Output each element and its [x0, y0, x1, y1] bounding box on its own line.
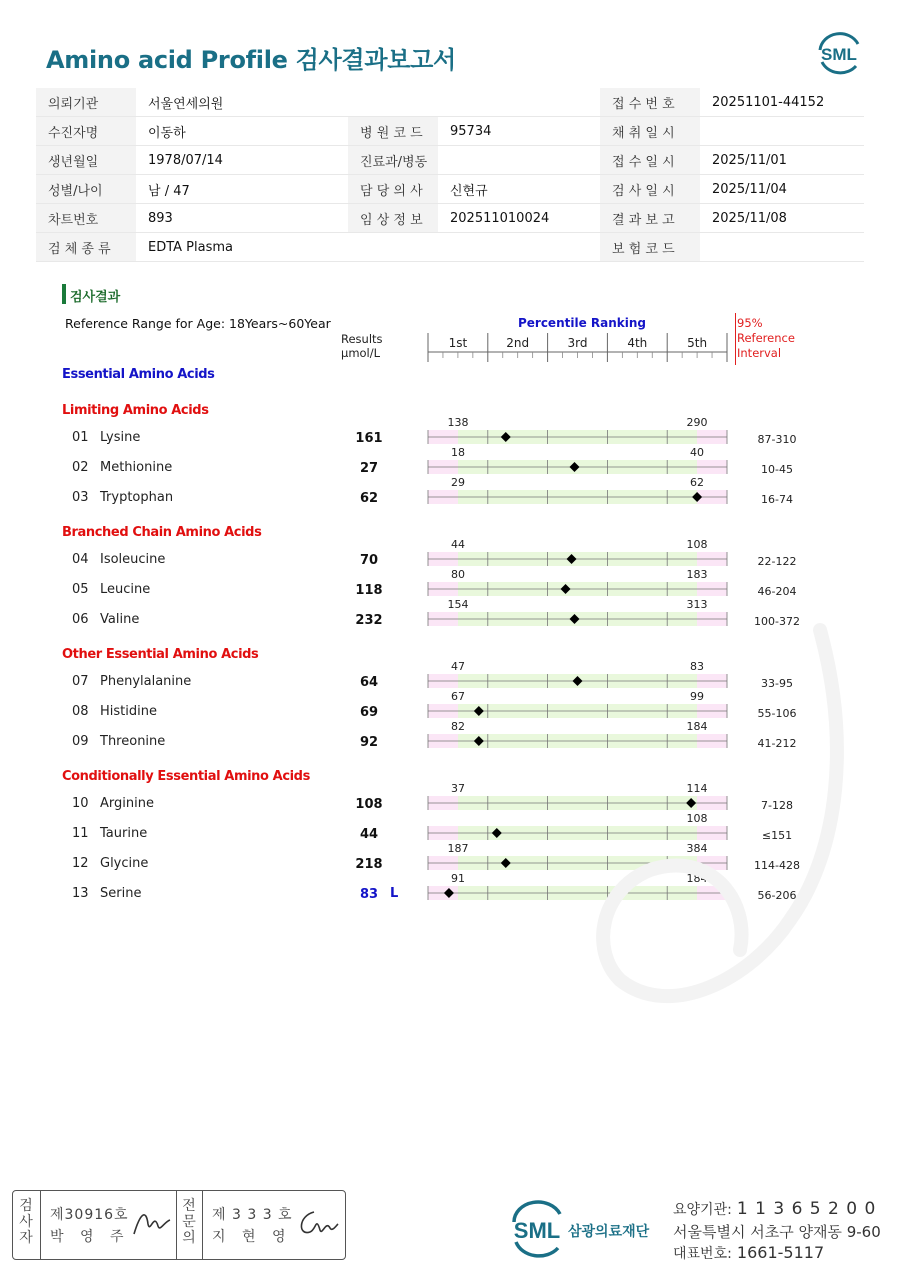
low-cutoff-label: 80 — [451, 568, 465, 581]
specialist-signature-icon — [294, 1206, 340, 1240]
reference-interval: 46-204 — [757, 585, 797, 598]
percentile-label: 2nd — [506, 336, 530, 350]
patient-name-value: 이동하 — [136, 117, 348, 146]
amino-acid-name: Serine — [100, 886, 142, 901]
specialist-label — [181, 1198, 197, 1246]
amino-acid-name: Leucine — [100, 582, 151, 597]
collection-date-label: 채 취 일 시 — [600, 117, 700, 146]
amino-acid-name: Tryptophan — [100, 490, 174, 505]
percentile-label: 5th — [687, 336, 708, 350]
amino-acid-name: Valine — [100, 612, 140, 627]
amino-acid-number: 07 — [72, 674, 89, 689]
reference-interval: 100-372 — [754, 615, 800, 628]
specimen-label: 검 체 종 류 — [36, 233, 136, 262]
section-title: 검사결과 — [70, 290, 121, 305]
amino-acid-result: 64 — [359, 675, 379, 690]
reference-interval: 114-428 — [754, 859, 800, 872]
receipt-no-value: 20251101-44152 — [700, 88, 864, 117]
amino-acid-name: Glycine — [100, 856, 149, 871]
requesting-institution-label: 의뢰기관 — [36, 88, 136, 117]
sex-age-value: 남 / 47 — [136, 175, 348, 204]
amino-acid-result: 62 — [359, 491, 379, 506]
receipt-date-label: 접 수 일 시 — [600, 146, 700, 175]
results-header-label: Results — [341, 332, 383, 346]
low-cutoff-label: 187 — [447, 842, 469, 855]
high-cutoff-label: 40 — [690, 446, 704, 459]
amino-acid-result: 70 — [359, 553, 379, 568]
low-cutoff-label: 47 — [451, 660, 465, 673]
high-cutoff-label: 99 — [690, 690, 704, 703]
amino-acid-result: 161 — [355, 431, 383, 446]
amino-acid-name: Threonine — [100, 734, 166, 749]
low-cutoff-label: 44 — [451, 538, 465, 551]
percentile-title: Percentile Ranking — [517, 316, 647, 330]
birth-label: 생년월일 — [36, 146, 136, 175]
reference-interval: 22-122 — [757, 555, 797, 568]
high-cutoff-label: 290 — [686, 416, 708, 429]
amino-acid-number: 09 — [72, 734, 89, 749]
specimen-value: EDTA Plasma — [136, 233, 600, 262]
requesting-institution-value: 서울연세의원 — [136, 88, 600, 117]
amino-acid-number: 10 — [72, 796, 89, 811]
institution-code-label: 요양기관: — [673, 1202, 732, 1218]
test-date-value: 2025/11/04 — [700, 175, 864, 204]
amino-acid-result: 44 — [359, 827, 379, 842]
institution-code — [673, 1199, 876, 1219]
clinical-info-value: 202511010024 — [438, 204, 600, 233]
amino-acid-name: Lysine — [100, 430, 141, 445]
reference-interval: 10-45 — [761, 463, 793, 476]
high-cutoff-label: 184 — [686, 872, 708, 885]
amino-acid-result: 218 — [355, 857, 383, 872]
essential-amino-acids-title: Essential Amino Acids — [62, 367, 215, 382]
specialist-no: 제 3 3 3 호 — [212, 1207, 293, 1223]
reference-interval: 56-206 — [757, 889, 797, 902]
logo-text: SML — [821, 45, 857, 64]
amino-acid-result: 108 — [355, 797, 383, 812]
amino-acid-number: 05 — [72, 582, 89, 597]
amino-acid-name: Methionine — [100, 460, 173, 475]
reference-interval: 41-212 — [757, 737, 797, 750]
amino-acid-number: 04 — [72, 552, 89, 567]
amino-acid-result: 69 — [359, 705, 379, 720]
low-cutoff-label: 29 — [451, 476, 465, 489]
report-date-value: 2025/11/08 — [700, 204, 864, 233]
amino-acid-result: 92 — [359, 735, 379, 750]
low-cutoff-label: 138 — [447, 416, 469, 429]
patient-name-label: 수진자명 — [36, 117, 136, 146]
low-cutoff-label: 67 — [451, 690, 465, 703]
high-cutoff-label: 384 — [686, 842, 708, 855]
footer-logo-text: SML — [513, 1218, 561, 1243]
phone — [673, 1243, 824, 1263]
percentile-label: 1st — [448, 336, 468, 350]
foundation-name: 삼광의료재단 — [568, 1224, 650, 1240]
phone-value: 1661-5117 — [736, 1243, 825, 1262]
watermark-icon — [590, 620, 850, 1040]
test-date-label: 검 사 일 시 — [600, 175, 700, 204]
clinical-info-label: 임 상 정 보 — [348, 204, 438, 233]
amino-acid-name: Isoleucine — [100, 552, 166, 567]
percentile-label: 4th — [627, 336, 648, 350]
ri-header-2: Reference — [737, 331, 795, 345]
reference-interval: 7-128 — [761, 799, 793, 812]
low-cutoff-label: 18 — [451, 446, 465, 459]
category-title: Conditionally Essential Amino Acids — [62, 769, 310, 784]
tester-label-text: 검사자 — [19, 1198, 33, 1246]
amino-acid-name: Arginine — [100, 796, 154, 811]
tester-name: 박 영 주 — [50, 1229, 130, 1245]
ri-header-1: 95% — [737, 316, 763, 330]
amino-acid-name: Phenylalanine — [100, 674, 192, 689]
receipt-date-value: 2025/11/01 — [700, 146, 864, 175]
page-title: Amino acid Profile 검사결과보고서 — [46, 46, 456, 74]
high-cutoff-label: 108 — [686, 812, 708, 825]
high-cutoff-label: 184 — [686, 720, 708, 733]
phone-label: 대표번호: — [673, 1246, 732, 1262]
ri-header-3: Interval — [737, 346, 782, 360]
amino-acid-number: 02 — [72, 460, 89, 475]
address: 서울특별시 서초구 양재동 9-60 — [673, 1223, 881, 1241]
reference-interval: 16-74 — [761, 493, 793, 506]
reference-age: Reference Range for Age: 18Years~60Year — [65, 316, 331, 331]
insurance-code-label: 보 험 코 드 — [600, 233, 700, 262]
low-cutoff-label: 82 — [451, 720, 465, 733]
amino-acid-number: 01 — [72, 430, 89, 445]
amino-acid-name: Taurine — [100, 826, 148, 841]
amino-acid-number: 11 — [72, 826, 89, 841]
category-title: Other Essential Amino Acids — [62, 647, 259, 662]
birth-value: 1978/07/14 — [136, 146, 348, 175]
doctor-label: 담 당 의 사 — [348, 175, 438, 204]
low-cutoff-label: 37 — [451, 782, 465, 795]
doctor-value: 신현규 — [438, 175, 600, 204]
sml-foundation-logo-icon — [510, 1200, 660, 1260]
amino-acid-result: 232 — [355, 613, 383, 628]
chart-no-label: 차트번호 — [36, 204, 136, 233]
signature-divider — [176, 1191, 177, 1259]
hospital-code-value: 95734 — [438, 117, 600, 146]
percentile-label: 3rd — [567, 336, 588, 350]
result-flag: L — [390, 886, 399, 901]
amino-acid-result: 83 — [359, 887, 379, 902]
low-cutoff-label: 91 — [451, 872, 465, 885]
tester-no: 제30916호 — [50, 1207, 129, 1223]
category-title: Branched Chain Amino Acids — [62, 525, 262, 540]
amino-acid-name: Histidine — [100, 704, 157, 719]
high-cutoff-label: 83 — [690, 660, 704, 673]
tester-signature-icon — [130, 1204, 174, 1240]
reference-interval: 87-310 — [757, 433, 797, 446]
high-cutoff-label: 114 — [686, 782, 708, 795]
reference-interval: 55-106 — [757, 707, 797, 720]
amino-acid-number: 03 — [72, 490, 89, 505]
low-cutoff-label: 154 — [447, 598, 469, 611]
amino-acid-number: 13 — [72, 886, 89, 901]
category-title: Limiting Amino Acids — [62, 403, 209, 418]
report-date-label: 결 과 보 고 — [600, 204, 700, 233]
tester-label — [18, 1198, 34, 1246]
department-label: 진료과/병동 — [348, 146, 438, 175]
reference-interval: ≤151 — [761, 829, 793, 842]
amino-acid-number: 08 — [72, 704, 89, 719]
receipt-no-label: 접 수 번 호 — [600, 88, 700, 117]
high-cutoff-label: 313 — [686, 598, 708, 611]
high-cutoff-label: 108 — [686, 538, 708, 551]
specialist-name: 지 현 영 — [212, 1229, 292, 1245]
chart-no-value: 893 — [136, 204, 348, 233]
high-cutoff-label: 62 — [690, 476, 704, 489]
high-cutoff-label: 183 — [686, 568, 708, 581]
sex-age-label: 성별/나이 — [36, 175, 136, 204]
signature-divider — [202, 1191, 203, 1259]
signature-divider — [40, 1191, 41, 1259]
amino-acid-number: 06 — [72, 612, 89, 627]
amino-acid-number: 12 — [72, 856, 89, 871]
institution-code-value: 1 1 3 6 5 2 0 0 — [736, 1199, 877, 1219]
amino-acid-result: 118 — [355, 583, 383, 598]
specialist-label-text: 전문의 — [182, 1198, 196, 1246]
amino-acid-result: 27 — [359, 461, 379, 476]
reference-interval: 33-95 — [761, 677, 793, 690]
hospital-code-label: 병 원 코 드 — [348, 117, 438, 146]
results-header-unit: μmol/L — [341, 346, 381, 360]
